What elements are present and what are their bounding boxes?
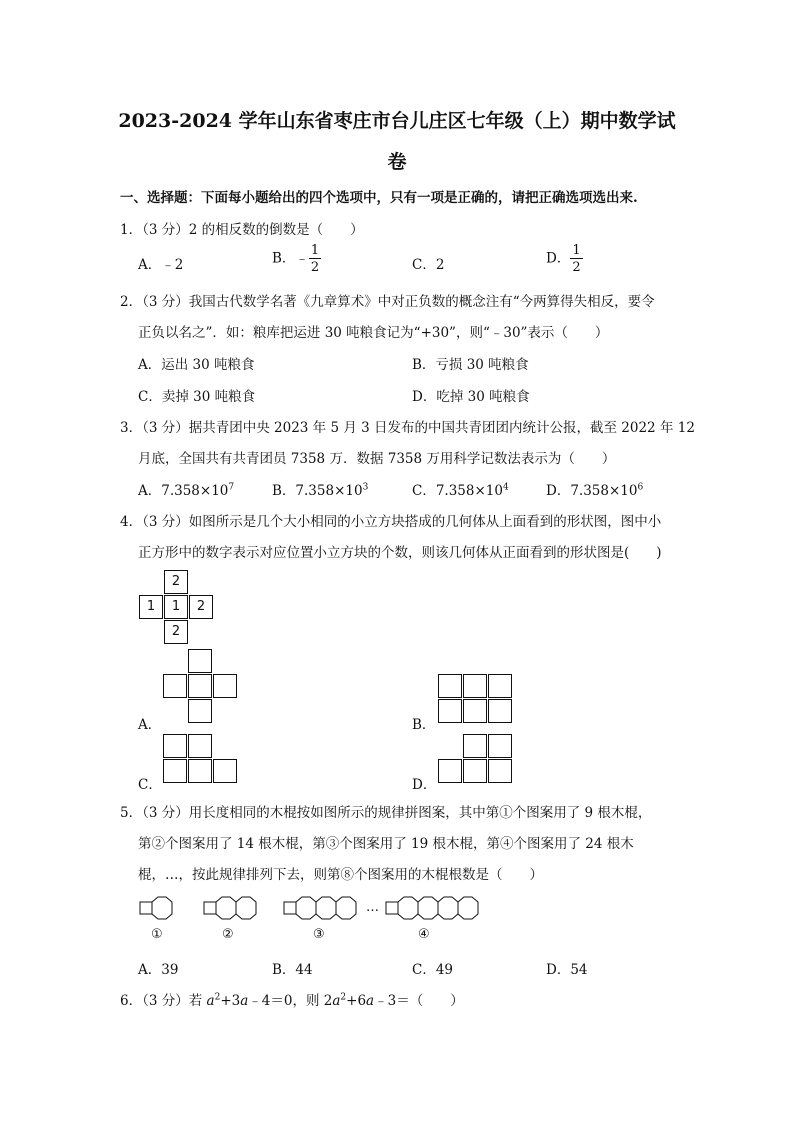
shape-cell xyxy=(463,734,487,758)
q6-var: a xyxy=(206,993,215,1009)
q1-d-numerator: 1 xyxy=(572,243,581,258)
exam-title-line1: 2023-2024 学年山东省枣庄市台儿庄区七年级（上）期中数学试 xyxy=(118,110,676,132)
q5-option-d: D．54 xyxy=(546,962,588,978)
q4-option-b-label: B． xyxy=(412,717,436,733)
shape-cell xyxy=(188,674,212,698)
q4-option-c-figure xyxy=(163,734,239,784)
q1-option-a: A．﹣2 xyxy=(138,257,184,273)
q3-d-base: D．7.358×10 xyxy=(546,483,638,499)
shape-cell xyxy=(163,674,187,698)
pattern-2 xyxy=(204,897,256,919)
q1-d-denominator: 2 xyxy=(572,260,581,275)
q6-text: ﹣3＝（ ） xyxy=(374,993,464,1009)
q2-option-c: C．卖掉 30 吨粮食 xyxy=(138,389,256,405)
q6-text: ﹣4＝0，则 2 xyxy=(248,993,333,1009)
q1-option-d-fraction xyxy=(570,244,582,274)
q5-stem-line3: 棍，…，按此规律排列下去，则第⑧个图案用的木棍根数是（ ） xyxy=(138,867,543,883)
shape-cell xyxy=(438,759,462,783)
shape-cell xyxy=(488,699,512,723)
q2-option-b: B．亏损 30 吨粮食 xyxy=(412,357,529,373)
q5-option-b: B．44 xyxy=(272,962,313,978)
q4-option-d-figure xyxy=(438,734,514,784)
shape-cell xyxy=(438,674,462,698)
q6-exp: 2 xyxy=(340,992,347,1003)
q4-option-d-label: D． xyxy=(412,777,437,793)
q1-option-b xyxy=(272,244,321,274)
q3-option-a xyxy=(138,479,234,499)
q4-option-b-figure xyxy=(438,674,514,724)
q5-stem-line1: 5．（3 分）用长度相同的木棍按如图所示的规律拼图案，其中第①个图案用了 9 根木棍， xyxy=(120,805,652,821)
q1-option-c: C．2 xyxy=(412,257,445,273)
q1-b-denominator: 2 xyxy=(310,260,320,275)
shape-cell xyxy=(188,734,212,758)
shape-cell xyxy=(463,759,487,783)
q4-option-a-label: A． xyxy=(138,717,162,733)
shape-cell xyxy=(188,699,212,723)
shape-cell xyxy=(188,759,212,783)
q5-pattern-figure xyxy=(130,890,530,930)
q2-option-a: A．运出 30 吨粮食 xyxy=(138,357,255,373)
shape-cell xyxy=(213,674,237,698)
q3-a-base: A．7.358×10 xyxy=(138,483,229,499)
shape-cell xyxy=(163,759,187,783)
q5-stem-line2: 第②个图案用了 14 根木棍，第③个图案用了 19 根木棍，第④个图案用了 24 根木 xyxy=(138,836,634,852)
shape-cell xyxy=(438,699,462,723)
q6-var: a xyxy=(366,993,375,1009)
q5-option-c: C．49 xyxy=(412,962,454,978)
q6-text: +3 xyxy=(220,993,241,1009)
q4-top-view-figure xyxy=(139,570,217,646)
top-view-cell-center: 1 xyxy=(164,595,188,619)
q6-prefix: 6．（3 分）若 xyxy=(120,993,207,1009)
q4-option-a-figure xyxy=(163,649,239,725)
shape-cell xyxy=(488,674,512,698)
top-view-cell-top: 2 xyxy=(164,570,188,594)
q3-option-b xyxy=(272,479,368,499)
top-view-cell-right: 2 xyxy=(189,595,213,619)
q6-exp: 2 xyxy=(214,992,221,1003)
q4-option-c-label: C． xyxy=(138,777,162,793)
shape-cell xyxy=(488,734,512,758)
q3-b-base: B．7.358×10 xyxy=(272,483,363,499)
q3-option-c xyxy=(412,479,509,499)
q3-b-exponent: 3 xyxy=(362,482,369,493)
q1-option-b-fraction xyxy=(309,244,321,274)
shape-cell xyxy=(163,734,187,758)
shape-cell xyxy=(488,759,512,783)
q3-stem-line1: 3．（3 分）据共青团中央 2023 年 5 月 3 日发布的中国共青团团内统计公报，截至 2022 年 12 xyxy=(120,420,695,436)
top-view-cell-left: 1 xyxy=(139,595,163,619)
q3-c-base: C．7.358×10 xyxy=(412,483,503,499)
shape-cell xyxy=(213,759,237,783)
q2-stem-line2: 正负以名之”．如：粮库把运进 30 吨粮食记为“+30”，则“﹣30”表示（ ） xyxy=(138,325,609,341)
pattern-label-4: ④ xyxy=(418,927,430,942)
pattern-label-2: ② xyxy=(222,927,234,942)
q1-stem: 1．（3 分）2 的相反数的倒数是（ ） xyxy=(120,222,364,238)
top-view-cell-bottom: 2 xyxy=(164,620,188,644)
shape-cell xyxy=(463,674,487,698)
q1-option-b-label: B．﹣ xyxy=(272,250,309,267)
q4-stem-line2: 正方形中的数字表示对应位置小立方块的个数，则该几何体从正面看到的形状图是( ) xyxy=(138,545,662,561)
pattern-3 xyxy=(284,897,356,919)
pattern-4 xyxy=(386,897,478,919)
q1-option-d xyxy=(546,244,583,274)
q6-var: a xyxy=(240,993,249,1009)
q3-option-d xyxy=(546,479,643,499)
q6-text: +6 xyxy=(346,993,367,1009)
q3-a-exponent: 7 xyxy=(228,482,235,493)
pattern-label-3: ③ xyxy=(313,927,325,942)
q3-d-exponent: 6 xyxy=(637,482,644,493)
pattern-label-1: ① xyxy=(151,927,163,942)
q4-stem-line1: 4．（3 分）如图所示是几个大小相同的小立方块搭成的几何体从上面看到的形状图，图中小 xyxy=(120,514,662,530)
q2-option-d: D．吃掉 30 吨粮食 xyxy=(412,389,530,405)
exam-title-line2: 卷 xyxy=(387,151,407,173)
section-heading: 一、选择题：下面每小题给出的四个选项中，只有一项是正确的，请把正确选项选出来. xyxy=(120,190,638,206)
shape-cell xyxy=(463,699,487,723)
q1-b-numerator: 1 xyxy=(310,243,320,258)
q3-c-exponent: 4 xyxy=(502,482,509,493)
q3-stem-line2: 月底，全国共有共青团员 7358 万．数据 7358 万用科学记数法表示为（ ） xyxy=(138,451,616,467)
shape-cell xyxy=(188,649,212,673)
q1-option-d-label: D． xyxy=(546,250,571,267)
q5-ellipsis: … xyxy=(366,900,379,915)
q6-var: a xyxy=(332,993,341,1009)
pattern-1 xyxy=(140,897,172,919)
q6-stem xyxy=(120,989,464,1009)
q5-option-a: A．39 xyxy=(138,962,179,978)
q2-stem-line1: 2．（3 分）我国古代数学名著《九章算术》中对正负数的概念注有“今两算得失相反，要令 xyxy=(120,294,655,310)
